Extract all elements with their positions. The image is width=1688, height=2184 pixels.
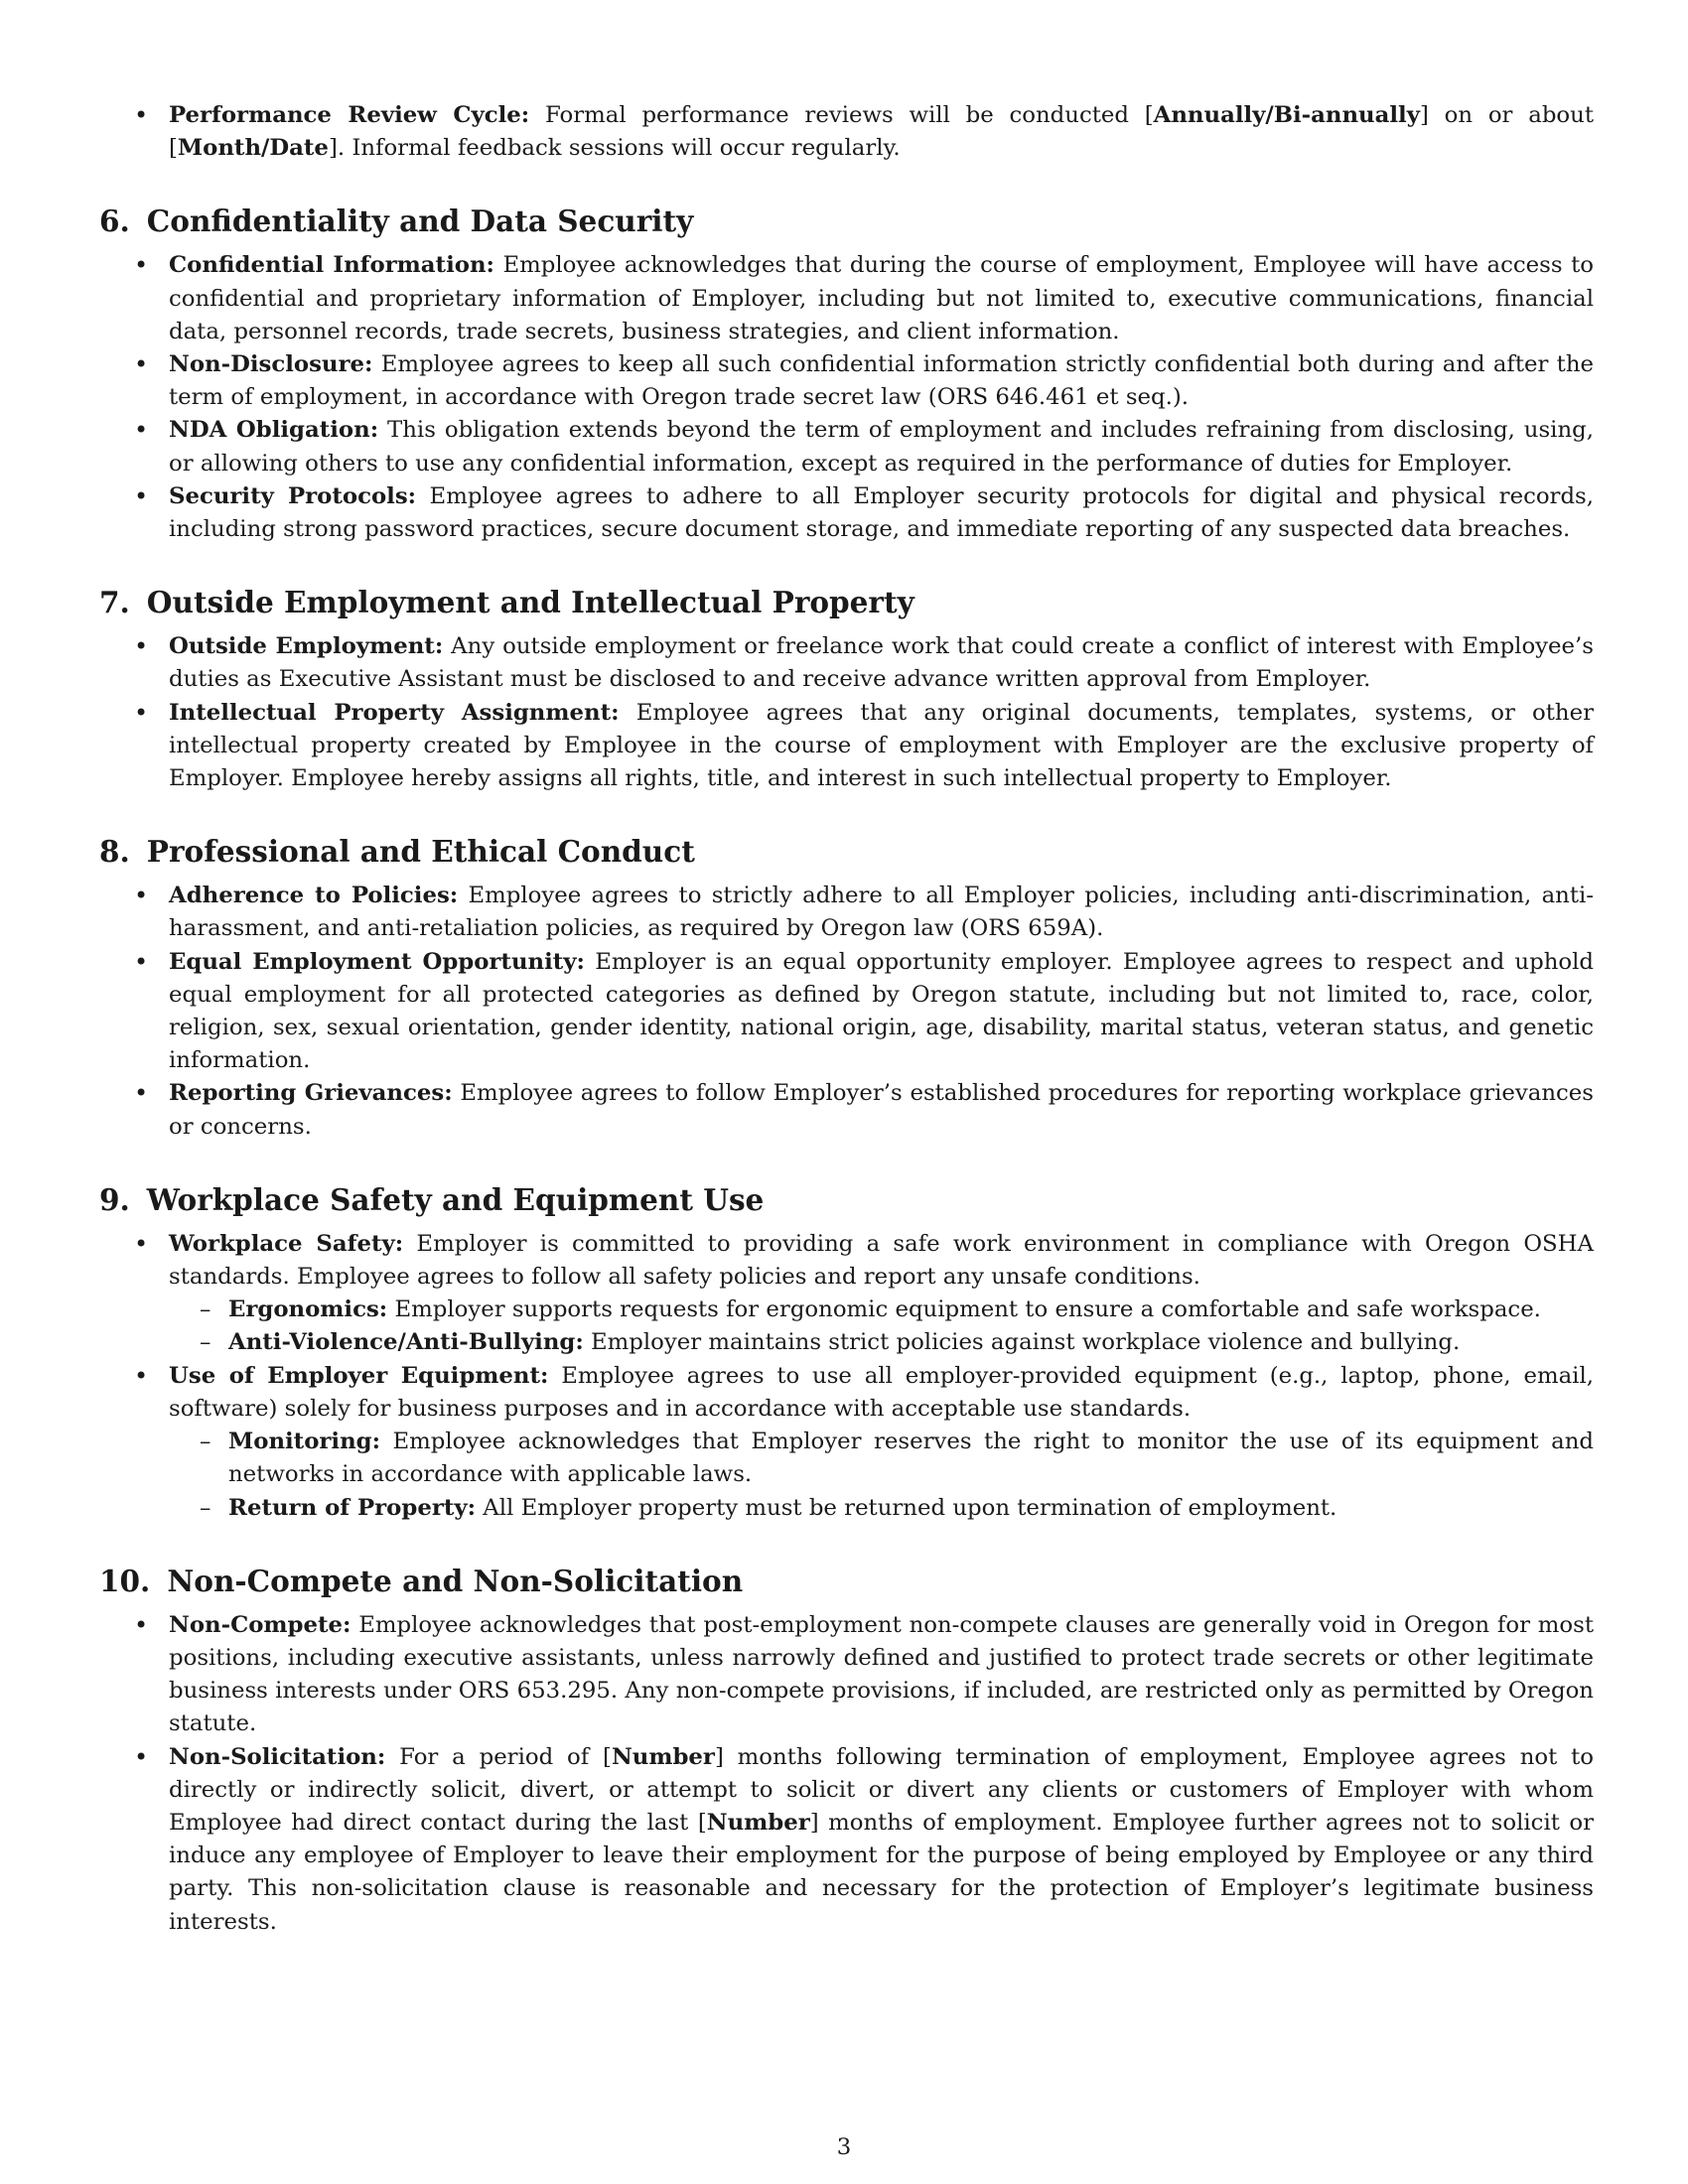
item-text: Formal performance reviews will be conducted [ <box>529 102 1154 128</box>
document-page <box>99 99 1594 1977</box>
section-number: 6. <box>99 204 130 239</box>
intro-continuation <box>99 99 1594 165</box>
placeholder: Number <box>611 1743 715 1770</box>
section-title: Professional and Ethical Conduct <box>146 834 695 870</box>
item-text: Employee acknowledges that during the course of employment, Employee will have access to confidential and proprietary information of Employer, including but not limited to, executive communications, financial data, personnel records, trade secrets, business strategies, and client information. <box>169 252 1594 344</box>
item-text: Employer supports requests for ergonomic equipment to ensure a comfortable and safe workspace. <box>387 1297 1541 1323</box>
page-number: 3 <box>836 2134 852 2160</box>
section-heading <box>99 833 1594 871</box>
list-item <box>99 249 1594 348</box>
item-text: ] months following termination of employment, Employee agrees not to directly or indirectly solicit, divert, or attempt to solicit or divert any clients or customers of Employer with whom Employee had direct contact during the last [ <box>169 1743 1594 1836</box>
item-text: Employer is committed to providing a safe work environment in compliance with Oregon OSHA standards. Employee agrees to follow all safety policies and report any unsafe conditions. <box>169 1230 1594 1291</box>
section-10 <box>99 1563 1594 1939</box>
list-item <box>99 1360 1594 1525</box>
section-number: 10. <box>99 1563 151 1598</box>
item-label: Non-Solicitation: <box>169 1743 386 1770</box>
item-text: Employee agrees to adhere to all Employer security protocols for digital and physical records, including strong password practices, secure document storage, and immediate reporting of any suspected data breaches. <box>169 482 1594 543</box>
sub-list-item <box>169 1426 1594 1491</box>
item-text: ]. Informal feedback sessions will occur regularly. <box>328 135 901 162</box>
item-text: Employee acknowledges that Employer reserves the right to monitor the use of its equipment and networks in accordance with applicable laws. <box>228 1429 1594 1488</box>
placeholder: Number <box>706 1809 810 1836</box>
list-item <box>99 1077 1594 1143</box>
item-text: Any outside employment or freelance work that could create a conflict of interest with Employee’s duties as Executive Assistant must be disclosed to and receive advance written approval from Employer. <box>169 633 1594 693</box>
item-text: Employee agrees to keep all such confidential information strictly confidential both during and after the term of employment, in accordance with Oregon trade secret law (ORS 646.461 et seq.). <box>169 351 1594 411</box>
item-text: ] on or about [ <box>169 102 1594 162</box>
item-text: Employee acknowledges that post-employment non-compete clauses are generally void in Oregon for most positions, including executive assistants, unless narrowly defined and justified to protect trade secrets or other legitimate business interests under ORS 653.295. Any non-compete provisions, if included, are restricted only as permitted by Oregon statute. <box>169 1611 1594 1737</box>
list-item <box>99 630 1594 696</box>
section-title: Confidentiality and Data Security <box>146 204 694 239</box>
section-heading <box>99 584 1594 621</box>
item-label: Ergonomics: <box>228 1297 388 1323</box>
section-6 <box>99 203 1594 546</box>
sub-list-item <box>169 1326 1594 1359</box>
item-label: Confidential Information: <box>169 252 494 279</box>
list-item <box>99 1228 1594 1360</box>
item-label: Non-Compete: <box>169 1611 352 1638</box>
item-text: Employer maintains strict policies against workplace violence and bullying. <box>583 1329 1461 1356</box>
list-item <box>99 946 1594 1078</box>
list-item <box>99 414 1594 479</box>
list-item <box>99 480 1594 546</box>
item-label: Return of Property: <box>228 1494 477 1521</box>
item-label: Workplace Safety: <box>169 1230 404 1257</box>
list-item <box>99 697 1594 796</box>
item-text: This obligation extends beyond the term of employment and includes refraining from disclosing, using, or allowing others to use any confidential information, except as required in the performance of duties for Employer. <box>169 417 1594 477</box>
item-text: Employee agrees to strictly adhere to all Employer policies, including anti-discrimination, anti-harassment, and anti-retaliation policies, as required by Oregon law (ORS 659A). <box>169 883 1595 942</box>
section-number: 9. <box>99 1181 130 1217</box>
section-heading <box>99 1181 1594 1219</box>
item-text: For a period of [ <box>385 1743 612 1770</box>
item-label: Anti-Violence/Anti-Bullying: <box>228 1329 584 1356</box>
item-label: Equal Employment Opportunity: <box>169 948 585 975</box>
section-8 <box>99 833 1594 1144</box>
list-item <box>99 880 1594 945</box>
item-text: Employer is an equal opportunity employer. Employee agrees to respect and uphold equal employment for all protected categories as defined by Oregon statute, including but not limited to, race, color, religion, sex, sexual orientation, gender identity, national origin, age, disability, marital status, veteran status, and genetic information. <box>169 948 1594 1074</box>
sub-list-item <box>169 1294 1594 1326</box>
item-label: Monitoring: <box>228 1429 381 1455</box>
item-label: NDA Obligation: <box>169 417 379 444</box>
item-text: Employee agrees that any original documents, templates, systems, or other intellectual property created by Employee in the course of employment with Employer are the exclusive property of Employer. Employee hereby assigns all rights, title, and interest in such intellectual property to Employer. <box>169 699 1594 792</box>
section-9 <box>99 1181 1594 1525</box>
item-text: ] months of employment. Employee further agrees not to solicit or induce any employee of Employer to leave their employment for the purpose of being employed by Employee or any third party. This non-solicitation clause is reasonable and necessary for the protection of Employer’s legitimate business interests. <box>169 1809 1594 1935</box>
section-title: Workplace Safety and Equipment Use <box>146 1181 765 1217</box>
item-label: Security Protocols: <box>169 482 417 509</box>
section-heading <box>99 203 1594 240</box>
item-label: Outside Employment: <box>169 633 444 660</box>
placeholder: Annually/Bi-annually <box>1153 102 1420 128</box>
item-text: Employee agrees to follow Employer’s established procedures for reporting workplace grievances or concerns. <box>169 1080 1594 1140</box>
item-label: Non-Disclosure: <box>169 351 373 378</box>
item-label: Use of Employer Equipment: <box>169 1362 549 1389</box>
item-label: Performance Review Cycle: <box>169 102 530 128</box>
section-number: 7. <box>99 585 130 620</box>
list-item <box>99 1741 1594 1939</box>
section-title: Non-Compete and Non-Solicitation <box>167 1563 744 1598</box>
list-item <box>99 348 1594 414</box>
item-label: Adherence to Policies: <box>169 883 459 909</box>
item-text: Employee agrees to use all employer-provided equipment (e.g., laptop, phone, email, software) solely for business purposes and in accordance with acceptable use standards. <box>169 1362 1594 1422</box>
sub-list-item <box>169 1492 1594 1525</box>
list-item <box>99 99 1594 165</box>
item-text: All Employer property must be returned upon termination of employment. <box>476 1494 1337 1521</box>
section-7 <box>99 584 1594 795</box>
section-heading <box>99 1563 1594 1600</box>
item-label: Reporting Grievances: <box>169 1080 453 1107</box>
list-item <box>99 1609 1594 1741</box>
section-number: 8. <box>99 834 130 870</box>
item-label: Intellectual Property Assignment: <box>169 699 620 726</box>
placeholder: Month/Date <box>177 135 329 162</box>
section-title: Outside Employment and Intellectual Property <box>146 585 914 620</box>
